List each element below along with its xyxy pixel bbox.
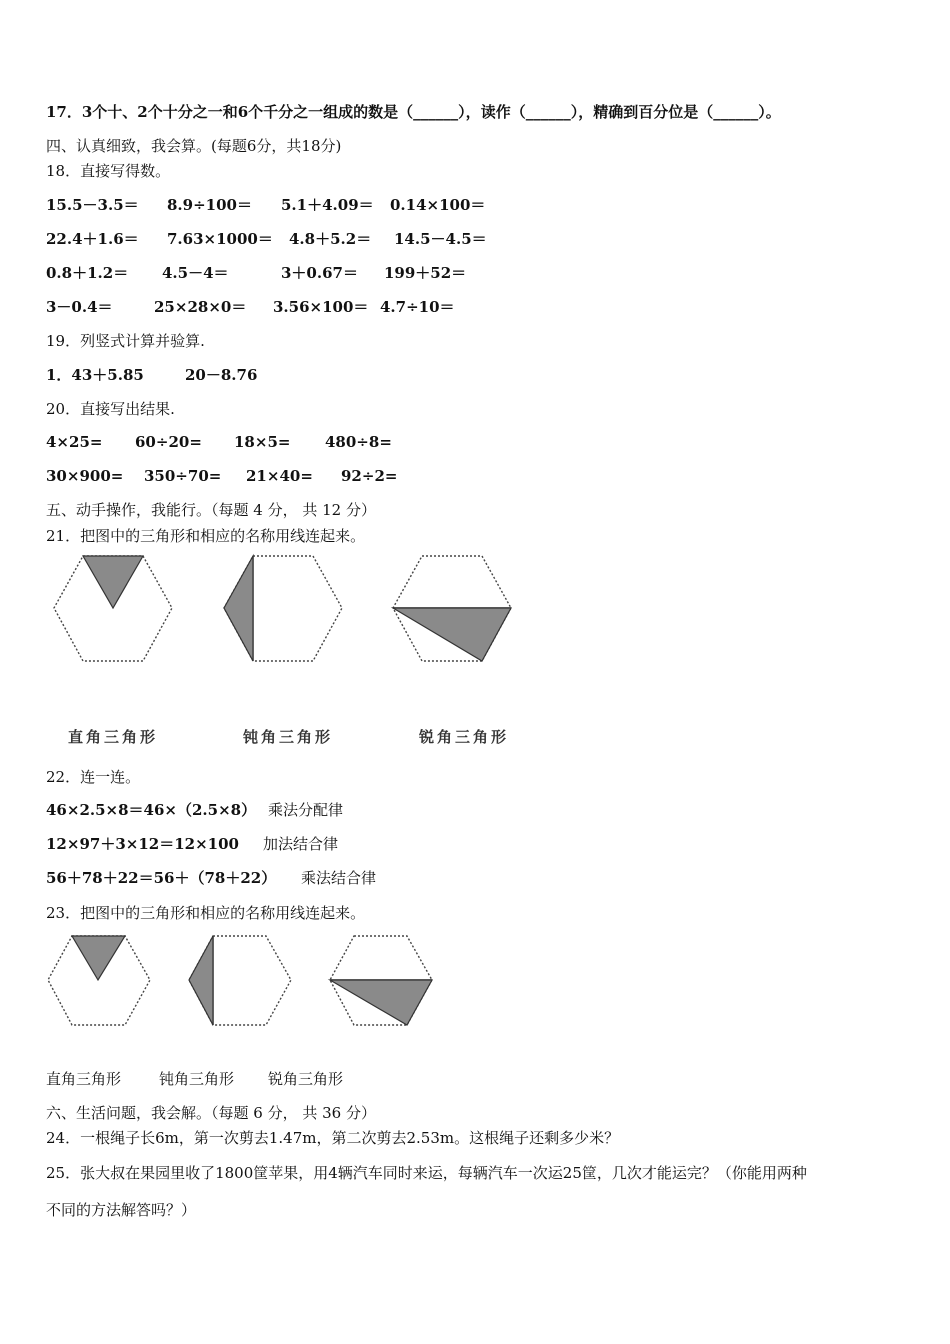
q18-expr: 3＋0.67＝ xyxy=(281,264,358,282)
q22-expr: 12×97＋3×12＝12×100 xyxy=(46,835,239,853)
q20-expr: 480÷8= xyxy=(325,433,392,451)
q19-expr: 1．43＋5.85 xyxy=(46,366,144,384)
q23-figure-obtuse-triangle xyxy=(187,935,293,1027)
q20-expr: 92÷2= xyxy=(341,467,398,485)
q23-figure-right-triangle xyxy=(46,935,152,1027)
q21-label-acute: 锐角三角形 xyxy=(419,728,510,746)
q18-expr: 0.14×100＝ xyxy=(390,196,486,214)
q20-expr: 30×900= xyxy=(46,467,124,485)
q18-expr: 22.4＋1.6＝ xyxy=(46,230,139,248)
q18-expr: 3.56×100＝ xyxy=(273,298,369,316)
q18-expr: 7.63×1000＝ xyxy=(167,230,273,248)
question-17: 17．3个十、2个十分之一和6个千分之一组成的数是（______），读作（______），精确到百分位是（______）。 xyxy=(46,103,781,121)
q18-expr: 4.8＋5.2＝ xyxy=(289,230,372,248)
q18-expr: 3－0.4＝ xyxy=(46,298,113,316)
q20-expr: 21×40= xyxy=(246,467,313,485)
section-4-heading: 四、认真细致，我会算。(每题6分，共18分) xyxy=(46,137,342,155)
question-24: 24．一根绳子长6m，第一次剪去1.47m，第二次剪去2.53m。这根绳子还剩多少米？ xyxy=(46,1129,620,1147)
q22-law: 乘法结合律 xyxy=(301,869,377,887)
q18-expr: 5.1＋4.09＝ xyxy=(281,196,374,214)
question-20-title: 20．直接写出结果. xyxy=(46,400,175,418)
q18-expr: 199＋52＝ xyxy=(384,264,467,282)
q23-label-right: 直角三角形 xyxy=(46,1070,122,1088)
question-19-title: 19．列竖式计算并验算. xyxy=(46,332,205,350)
q20-expr: 350÷70= xyxy=(144,467,222,485)
question-25-line-2: 不同的方法解答吗？） xyxy=(46,1201,197,1219)
q18-expr: 25×28×0＝ xyxy=(154,298,247,316)
shaded-triangle xyxy=(224,556,253,661)
question-18-title: 18．直接写得数。 xyxy=(46,162,171,180)
q20-expr: 60÷20= xyxy=(135,433,202,451)
question-21-title: 21．把图中的三角形和相应的名称用线连起来。 xyxy=(46,527,366,545)
section-5-heading: 五、动手操作，我能行。（每题 4 分， 共 12 分） xyxy=(46,501,376,519)
q23-figure-acute-triangle xyxy=(328,935,434,1027)
q18-expr: 0.8＋1.2＝ xyxy=(46,264,129,282)
q18-expr: 15.5－3.5＝ xyxy=(46,196,139,214)
q21-figure-acute-triangle xyxy=(391,555,513,663)
q18-expr: 4.7÷10＝ xyxy=(380,298,455,316)
q18-expr: 14.5－4.5＝ xyxy=(394,230,487,248)
q18-expr: 8.9÷100＝ xyxy=(167,196,252,214)
q18-expr: 4.5－4＝ xyxy=(162,264,229,282)
q22-law: 乘法分配律 xyxy=(268,801,344,819)
q22-expr: 46×2.5×8＝46×（2.5×8） xyxy=(46,801,257,819)
question-25-line-1: 25．张大叔在果园里收了1800筐苹果，用4辆汽车同时来运，每辆汽车一次运25筐，几次才能运完？（你能用两种 xyxy=(46,1164,807,1182)
question-22-title: 22．连一连。 xyxy=(46,768,141,786)
q22-expr: 56＋78＋22＝56＋（78＋22） xyxy=(46,869,277,887)
shaded-triangle xyxy=(189,936,213,1025)
question-23-title: 23．把图中的三角形和相应的名称用线连起来。 xyxy=(46,904,366,922)
q19-expr: 20－8.76 xyxy=(185,366,258,384)
q21-figure-obtuse-triangle xyxy=(222,555,344,663)
q20-expr: 4×25= xyxy=(46,433,103,451)
q21-label-right: 直角三角形 xyxy=(68,728,159,746)
q21-figure-right-triangle xyxy=(52,555,174,663)
q20-expr: 18×5= xyxy=(234,433,291,451)
section-6-heading: 六、生活问题，我会解。（每题 6 分， 共 36 分） xyxy=(46,1104,376,1122)
q23-label-obtuse: 钝角三角形 xyxy=(159,1070,235,1088)
q22-law: 加法结合律 xyxy=(263,835,339,853)
q21-label-obtuse: 钝角三角形 xyxy=(243,728,334,746)
q23-label-acute: 锐角三角形 xyxy=(268,1070,344,1088)
